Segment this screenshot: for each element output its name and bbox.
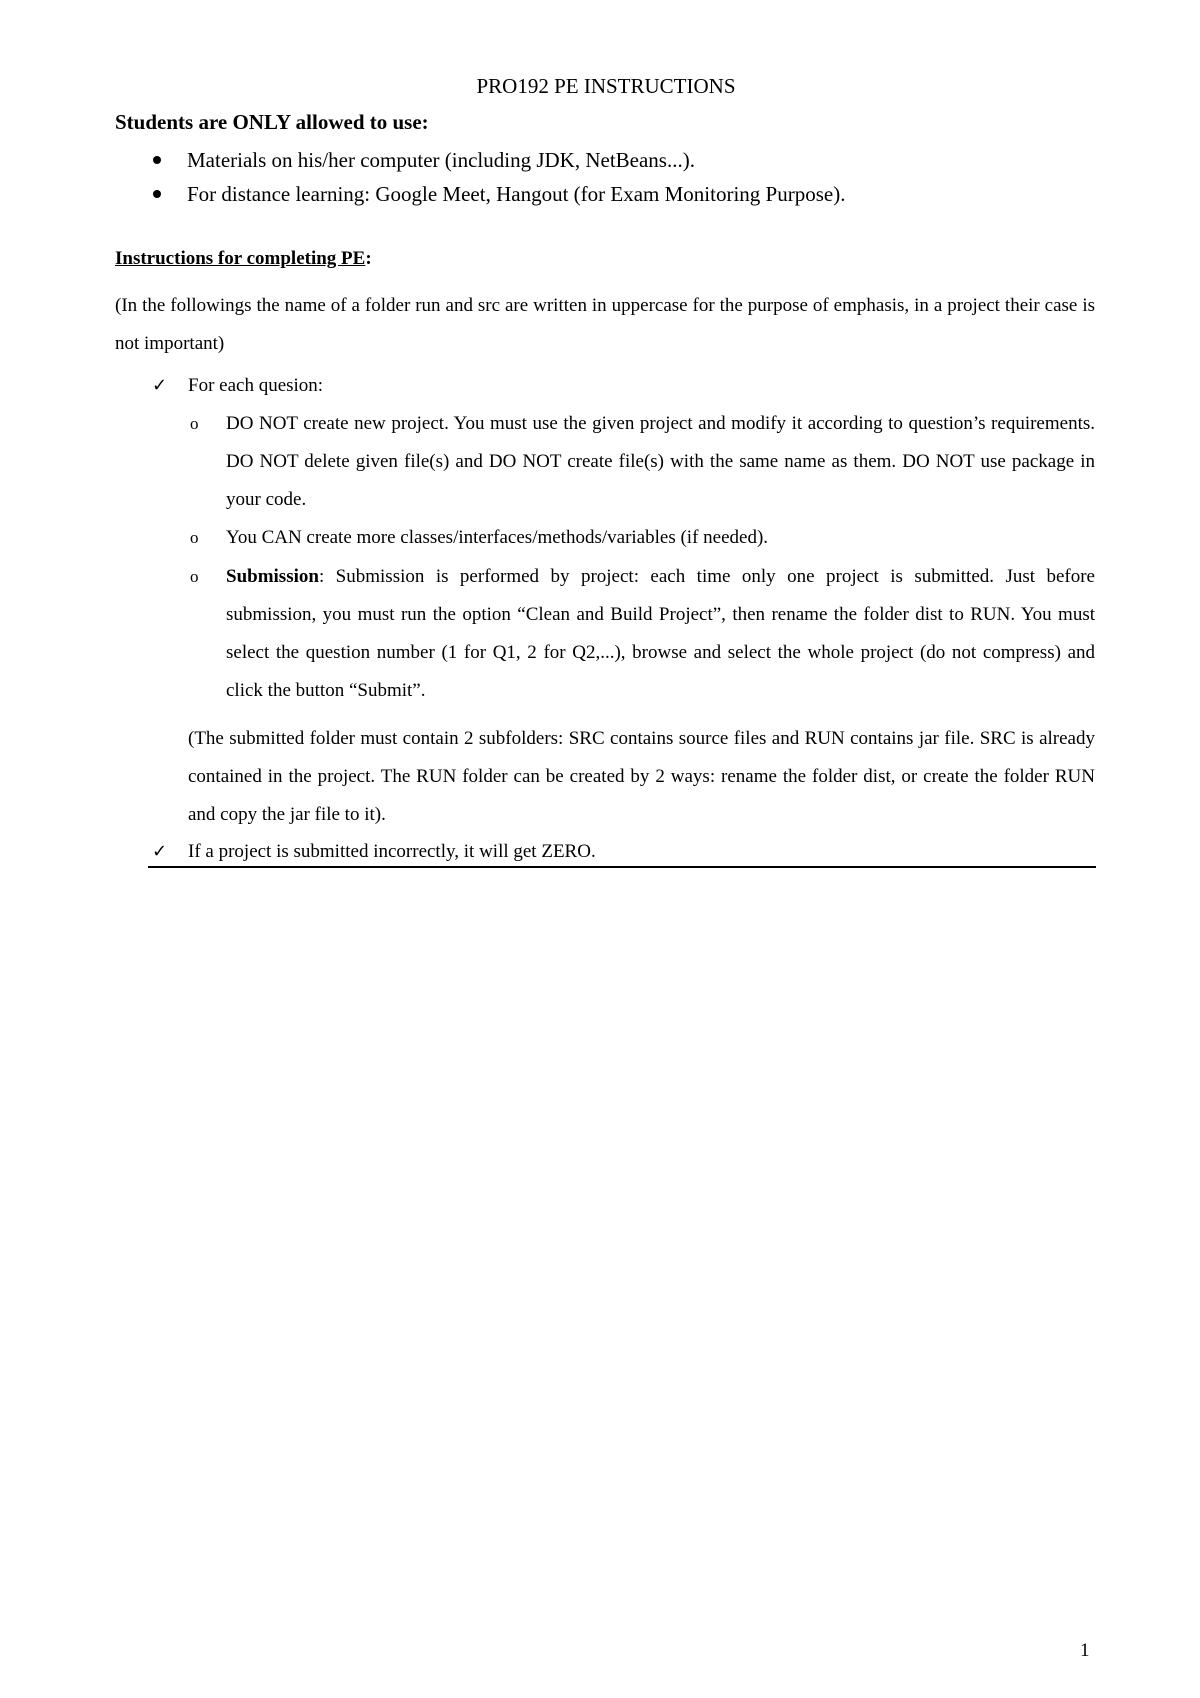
allowed-list	[150, 143, 845, 211]
allowed-heading: Students are ONLY allowed to use:	[115, 110, 429, 134]
submission-text: : Submission is performed by project: each time only one project is submitted. Just before submission, you must run the option “Clean and Build Project”, then rename the folder dist to RUN. You must select the question number (1 for Q1, 2 for Q2,...), browse and select the whole project (do not compress) and click the button “Submit”.	[226, 566, 1095, 701]
bullet-icon	[153, 156, 161, 164]
list-item-text: For distance learning: Google Meet, Hangout (for Exam Monitoring Purpose).	[187, 182, 846, 206]
list-item	[150, 143, 845, 177]
checkmark-icon: ✓	[152, 375, 168, 396]
sub-item-text: DO NOT create new project. You must use the given project and modify it according to question’s requirements. DO NOT delete given file(s) and DO NOT create file(s) with the same name as them. DO NOT use package in your code.	[226, 413, 1095, 510]
list-item	[150, 177, 845, 211]
list-item-text: Materials on his/her computer (including JDK, NetBeans...).	[187, 148, 695, 172]
checkmark-icon: ✓	[152, 841, 168, 862]
sub-item-text	[226, 558, 1095, 710]
submitted-folder-note: (The submitted folder must contain 2 subfolders: SRC contains source files and RUN contains jar file. SRC is already contained in the project. The RUN folder can be created by 2 ways: rename the folder dist, or create the folder RUN and copy the jar file to it).	[188, 728, 1095, 825]
page-number: 1	[1080, 1640, 1090, 1661]
instructions-heading	[115, 248, 372, 270]
submission-label: Submission	[226, 566, 319, 587]
check-item-text: If a project is submitted incorrectly, it will get ZERO.	[188, 841, 596, 862]
instructions-heading-colon: :	[365, 248, 372, 269]
horizontal-rule	[148, 866, 1096, 868]
document-title: PRO192 PE INSTRUCTIONS	[476, 74, 736, 98]
circle-bullet-icon: o	[190, 528, 199, 547]
check-item-text: For each quesion:	[188, 375, 324, 396]
circle-bullet-icon: o	[190, 567, 199, 586]
instructions-intro: (In the followings the name of a folder run and src are written in uppercase for the purpose of emphasis, in a project their case is not important)	[115, 295, 1095, 354]
bullet-icon	[153, 190, 161, 198]
sub-item-text: You CAN create more classes/interfaces/methods/variables (if needed).	[226, 527, 769, 548]
circle-bullet-icon: o	[190, 414, 199, 433]
instructions-heading-text: Instructions for completing PE	[115, 248, 366, 269]
